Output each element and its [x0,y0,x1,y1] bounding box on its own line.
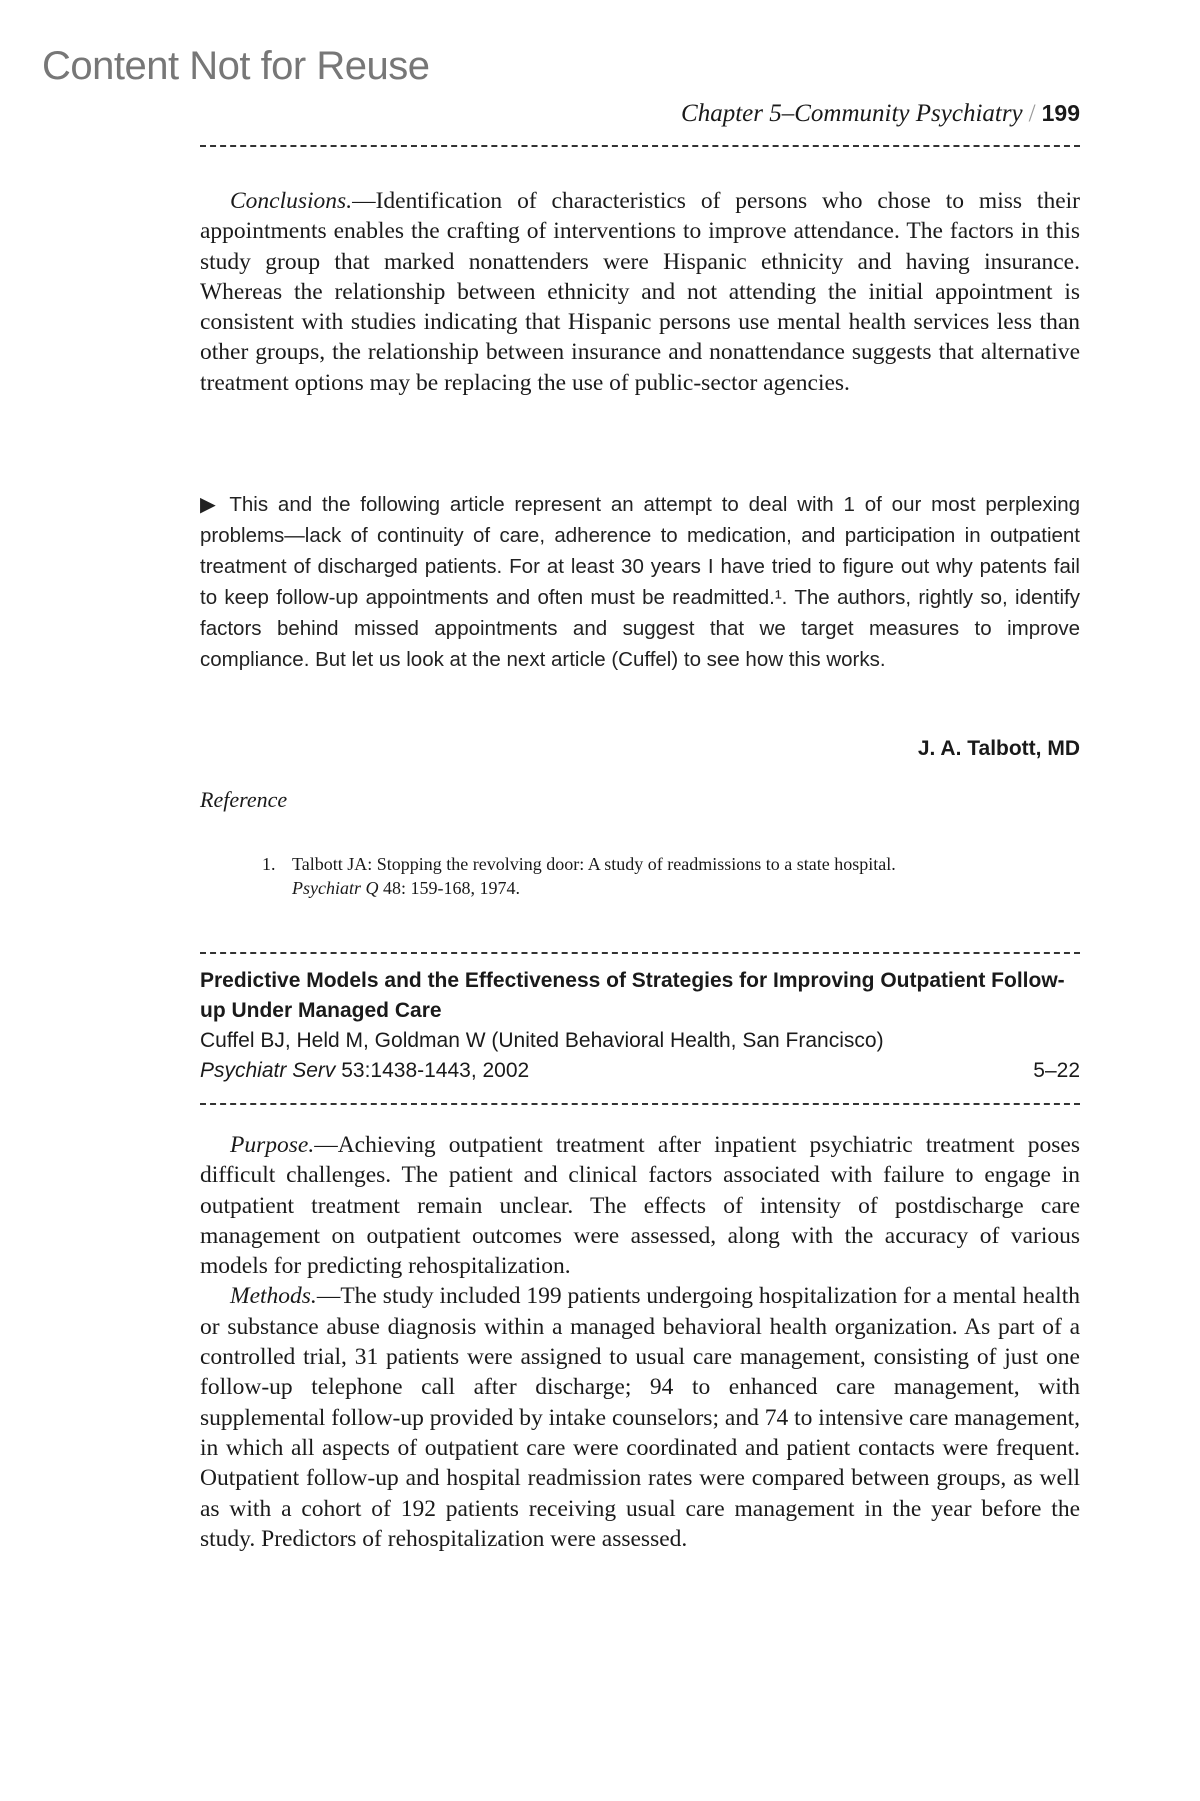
commentary-signature: J. A. Talbott, MD [917,737,1080,760]
abstract-body [200,1130,1080,1554]
purpose-paragraph [200,1130,1080,1281]
article-authors: Cuffel BJ, Held M, Goldman W (United Behavioral Health, San Francisco) [200,1029,884,1052]
page-number: 199 [1041,100,1080,126]
reference-number: 1. [262,854,276,874]
reference-text: Talbott JA: Stopping the revolving door: A study of readmissions to a state hospital. [292,854,896,874]
methods-text: —The study included 199 patients undergoing hospitalization for a mental health or substance abuse diagnosis within a managed behavioral health organization. As part of a controlled trial, 31 patients were assigned to usual care management, consisting of just one follow-up telephone call after discharge; 94 to enhanced care management, with supplemental follow-up provided by intake counselors; and 74 to intensive care management, in which all aspects of outpatient care were coordinated and patient contacts were frequent. Outpatient follow-up and hospital readmission rates were compared between groups, as well as with a cohort of 192 patients receiving usual care management in the year before the study. Predictors of rehospitalization were assessed. [200,1283,1080,1552]
purpose-text: —Achieving outpatient treatment after inpatient psychiatric treatment poses difficult challenges. The patient and clinical factors associated with failure to engage in outpatient treatment remain unclear. The effects of intensity of postdischarge care management on outpatient outcomes were assessed, along with the accuracy of various models for predicting rehospitalization. [200,1132,1080,1280]
chapter-title: Chapter 5–Community Psychiatry [681,100,1023,127]
reference-heading: Reference [200,787,288,812]
article-title: Predictive Models and the Effectiveness of Strategies for Improving Outpatient Follow-up Under Managed Care [200,969,1065,1022]
header-rule [200,145,1080,147]
conclusions-paragraph [200,186,1080,398]
methods-paragraph [200,1281,1080,1554]
commentary-text: This and the following article represent an attempt to deal with 1 of our most perplexing problems—lack of continuity of care, adherence to medication, and participation in outpatient treatment of discharged patients. For at least 30 years I have tried to figure out why patents fail to keep follow-up appointments and often must be readmitted.¹. The authors, rightly so, identify factors behind missed appointments and suggest that we target measures to improve compliance. But let us look at the next article (Cuffel) to see how this works. [200,493,1080,671]
running-header [200,100,1080,128]
watermark: Content Not for Reuse [42,44,430,88]
header-separator: / [1028,100,1036,127]
conclusions-label: Conclusions. [230,188,353,214]
conclusions-text: —Identification of characteristics of persons who chose to miss their appointments enables the crafting of interventions to improve attendance. The factors in this study group that marked nonattenders were Hispanic ethnicity and having insurance. Whereas the relationship between ethnicity and not attending the initial appointment is consistent with studies indicating that Hispanic persons use mental health services less than other groups, the relationship between insurance and nonattendance suggests that alternative treatment options may be replacing the use of public-sector agencies. [200,188,1080,396]
reference-item [262,852,1082,900]
article-code: 5–22 [1033,1059,1080,1082]
article-journal: Psychiatr Serv [200,1059,336,1082]
reference-journal: Psychiatr Q [292,878,379,898]
editor-commentary [200,489,1080,675]
article-header [200,966,1080,1086]
purpose-label: Purpose. [230,1132,315,1158]
article-citation: 53:1438-1443, 2002 [341,1059,530,1082]
reference-details: 48: 159-168, 1974. [382,878,520,898]
triangle-marker-icon: ▶ [200,493,220,516]
article-top-rule [200,952,1080,954]
article-bottom-rule [200,1103,1080,1105]
methods-label: Methods. [230,1283,317,1310]
